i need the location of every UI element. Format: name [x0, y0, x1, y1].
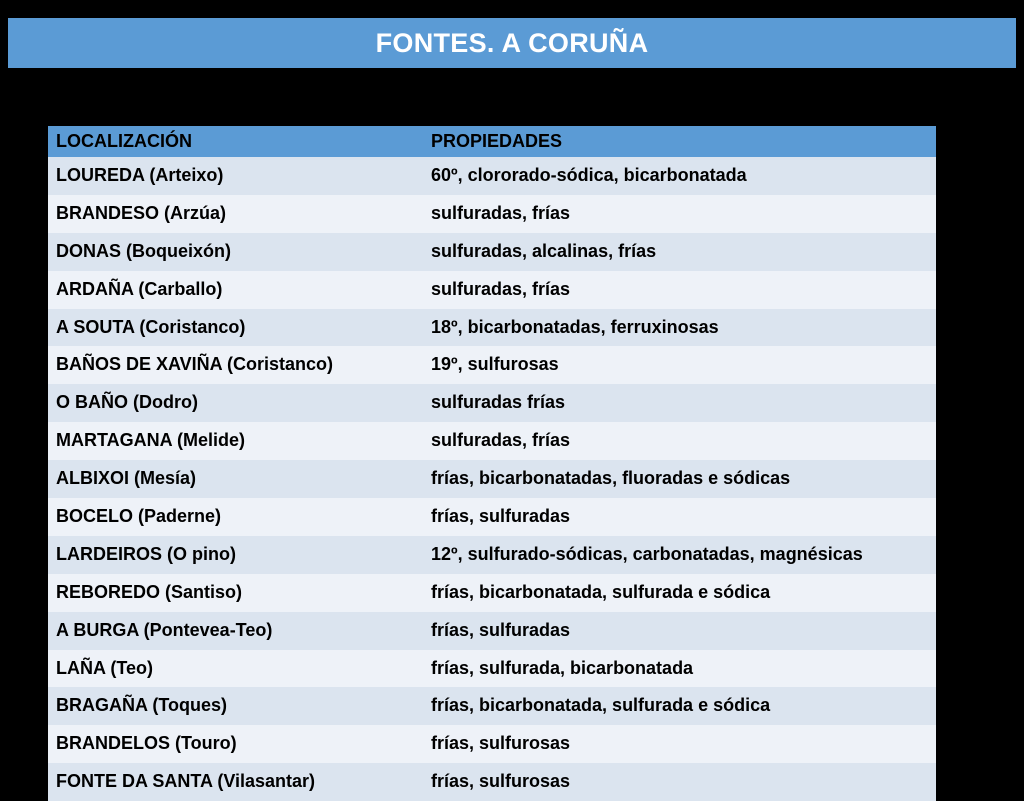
column-header-localizacion: LOCALIZACIÓN [48, 126, 423, 157]
cell-propiedades: sulfuradas, frías [423, 271, 936, 309]
cell-localizacion: REBOREDO (Santiso) [48, 574, 423, 612]
column-header-propiedades: PROPIEDADES [423, 126, 936, 157]
cell-propiedades: frías, bicarbonatadas, fluoradas e sódicas [423, 460, 936, 498]
table-row [48, 195, 936, 233]
cell-localizacion: BRANDELOS (Touro) [48, 725, 423, 763]
table-row [48, 574, 936, 612]
cell-propiedades: frías, sulfurosas [423, 725, 936, 763]
cell-localizacion: MARTAGANA (Melide) [48, 422, 423, 460]
cell-localizacion: FONTE DA SANTA (Vilasantar) [48, 763, 423, 801]
table-body [48, 157, 936, 801]
cell-propiedades: 18º, bicarbonatadas, ferruxinosas [423, 309, 936, 347]
table-row [48, 346, 936, 384]
table-row [48, 763, 936, 801]
cell-propiedades: sulfuradas, alcalinas, frías [423, 233, 936, 271]
table-row [48, 650, 936, 688]
slide-title-bar [8, 18, 1016, 68]
page-title: FONTES. A CORUÑA [375, 27, 649, 58]
cell-propiedades: frías, sulfuradas [423, 498, 936, 536]
cell-localizacion: LARDEIROS (O pino) [48, 536, 423, 574]
cell-propiedades: sulfuradas, frías [423, 195, 936, 233]
cell-localizacion: O BAÑO (Dodro) [48, 384, 423, 422]
cell-localizacion: BAÑOS DE XAVIÑA (Coristanco) [48, 346, 423, 384]
cell-propiedades: frías, sulfuradas [423, 612, 936, 650]
cell-localizacion: A SOUTA (Coristanco) [48, 309, 423, 347]
table-row [48, 157, 936, 195]
table-row [48, 498, 936, 536]
cell-propiedades: frías, bicarbonatada, sulfurada e sódica [423, 574, 936, 612]
cell-propiedades: 19º, sulfurosas [423, 346, 936, 384]
table-row [48, 384, 936, 422]
cell-propiedades: 60º, clororado-sódica, bicarbonatada [423, 157, 936, 195]
cell-propiedades: frías, sulfurada, bicarbonatada [423, 650, 936, 688]
cell-localizacion: LAÑA (Teo) [48, 650, 423, 688]
cell-propiedades: frías, sulfurosas [423, 763, 936, 801]
table-row [48, 309, 936, 347]
table-row [48, 460, 936, 498]
table-row [48, 271, 936, 309]
table-row [48, 536, 936, 574]
table-row [48, 725, 936, 763]
cell-propiedades: frías, bicarbonatada, sulfurada e sódica [423, 687, 936, 725]
fontes-table-container [48, 126, 936, 801]
cell-propiedades: sulfuradas frías [423, 384, 936, 422]
cell-localizacion: BRANDESO (Arzúa) [48, 195, 423, 233]
cell-propiedades: 12º, sulfurado-sódicas, carbonatadas, magnésicas [423, 536, 936, 574]
cell-localizacion: DONAS (Boqueixón) [48, 233, 423, 271]
cell-localizacion: LOUREDA (Arteixo) [48, 157, 423, 195]
table-header [48, 126, 936, 157]
table-row [48, 612, 936, 650]
cell-localizacion: ARDAÑA (Carballo) [48, 271, 423, 309]
cell-localizacion: BRAGAÑA (Toques) [48, 687, 423, 725]
fontes-table [48, 126, 936, 801]
table-row [48, 233, 936, 271]
table-row [48, 687, 936, 725]
table-row [48, 422, 936, 460]
cell-localizacion: ALBIXOI (Mesía) [48, 460, 423, 498]
cell-localizacion: BOCELO (Paderne) [48, 498, 423, 536]
cell-localizacion: A BURGA (Pontevea-Teo) [48, 612, 423, 650]
cell-propiedades: sulfuradas, frías [423, 422, 936, 460]
table-header-row [48, 126, 936, 157]
